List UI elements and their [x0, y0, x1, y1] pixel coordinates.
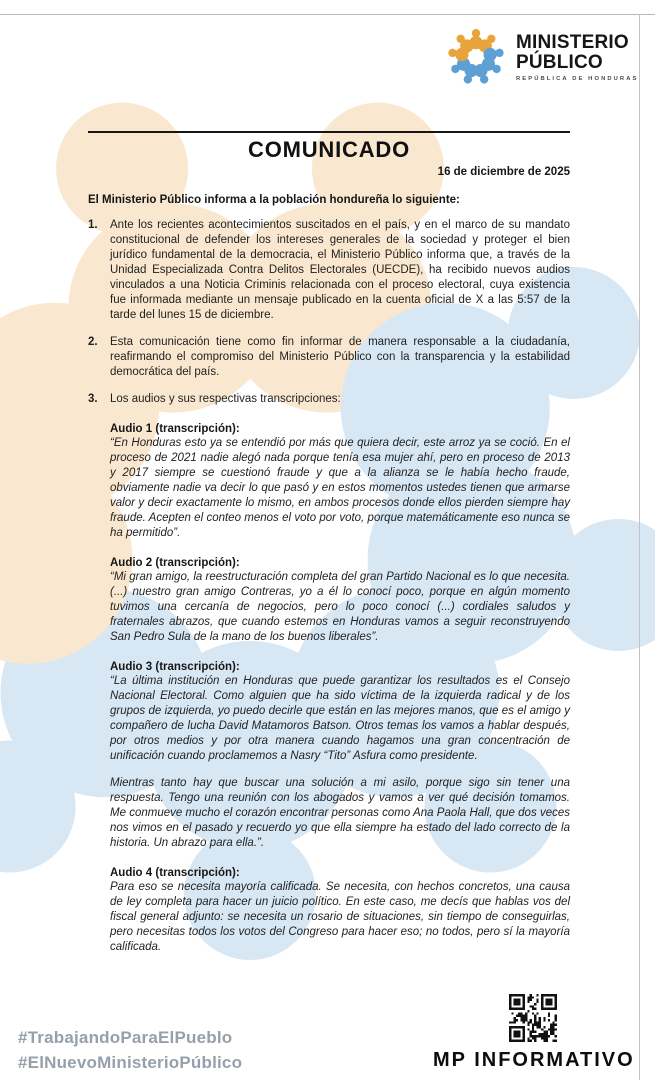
audio-section: [110, 423, 570, 541]
list-item: [88, 392, 570, 407]
audio-heading: Audio 2 (transcripción):: [110, 557, 240, 569]
audio-heading: Audio 3 (transcripción):: [110, 661, 240, 673]
item-text: Los audios y sus respectivas transcripciones:: [110, 393, 341, 405]
audio-transcript: Para eso se necesita mayoría calificada. Se necesita, con hechos concretos, una causa de ley completa para hacer un juicio político. En este caso, me decís que hablas vos del fiscal general adjunto: se necesita un rosario de situaciones, sin tiempo de conseguirlas, pero necesitas todos los votos del Congreso para hacer eso; no todos, pero sí la mayoría calificada.: [110, 881, 570, 953]
item-text: Ante los recientes acontecimientos suscitados en el país, y en el marco de su mandato constitucional de defender los intereses generales de la sociedad y proteger el bien jurídico fundamental de la democracia, el Ministerio Público informa que, a través de la Unidad Especializada Contra Delitos Electorales (UECDE), ha recibido nuevos audios vinculados a una Noticia Criminis relacionada con el proceso electoral, cuya existencia fue informada mediante un mensaje publicado en la cuenta oficial de X a las 5:57 de la tarde del lunes 15 de diciembre.: [110, 219, 570, 321]
title-rule: [88, 131, 570, 133]
audio-section: [110, 867, 570, 955]
logo-title-line1: MINISTERIO: [516, 31, 629, 53]
qr-code-icon: [509, 994, 557, 1042]
audio-transcript: “La última institución en Honduras que puede garantizar los resultados es el Consejo Nacional Electoral. Como alguien que ha sido víctima de la izquierda radical y de los grupos de izquierda, yo puedo decirle que están en las mejores manos, que es el amigo y compañero de lucha David Matamoros Batson. Otros temas los vamos a hablar después, por otros medios y por otra manera cuando hagamos una gran concentración de unificación cuando proclamemos a Nasry “Tito” Asfura como presidente.: [110, 675, 570, 762]
right-border-line: [639, 14, 640, 1080]
item-number: 2.: [88, 336, 98, 348]
logo-subtitle: REPÚBLICA DE HONDURAS: [516, 75, 639, 82]
footer-brand-block: [433, 994, 633, 1072]
logo-title-line2: PÚBLICO: [516, 51, 603, 73]
item-number: 3.: [88, 393, 98, 405]
audio-transcript: “Mi gran amigo, la reestructuración completa del gran Partido Nacional es lo que necesita. (...) nuestro gran amigo Contreras, yo a él lo conocí poco, porque en algún momento tuvimos una cercanía de negocios, pero lo poco conocí (...) cordiales saludos y fraternales abrazos, que cuando estemos en Honduras vamos a seguir reconstruyendo San Pedro Sula de la mano de los buenos liberales”.: [110, 571, 570, 643]
document-date: 16 de diciembre de 2025: [437, 166, 570, 178]
audio-transcriptions: [110, 423, 570, 955]
hashtag: #ElNuevoMinisterioPúblico: [18, 1053, 243, 1072]
document-title: COMUNICADO: [248, 137, 410, 162]
item-text: Esta comunicación tiene como fin informar de manera responsable a la ciudadanía, reafirmando el compromiso del Ministerio Público con la transparencia y la estabilidad democrática del país.: [110, 336, 570, 378]
footer-hashtags: [18, 1025, 242, 1075]
audio-transcript: Mientras tanto hay que buscar una solución a mi asilo, porque sigo sin tener una respuesta. Tengo una reunión con los abogados y vamos a ver qué decisión tomamos. Me conmueve mucho el corazón encontrar personas como Ana Paola Hall, que dos veces nos vimos en el pasado y recuerdo yo que ella siempre ha estado del lado correcto de la historia. Un abrazo para ella.”.: [110, 777, 570, 849]
item-number: 1.: [88, 219, 98, 231]
list-item: [88, 218, 570, 323]
audio-section: [110, 557, 570, 645]
mp-informativo-brand: MP INFORMATIVO: [433, 1049, 635, 1071]
document-intro: El Ministerio Público informa a la población hondureña lo siguiente:: [88, 194, 460, 206]
hashtag: #TrabajandoParaElPueblo: [18, 1028, 233, 1047]
document-body: [88, 0, 570, 955]
audio-section: [110, 661, 570, 851]
list-item: [88, 335, 570, 380]
audio-transcript: “En Honduras esto ya se entendió por más que quiera decir, este arroz ya se coció. En el proceso de 2021 nadie alegó nada porque tenía esa mujer ahí, pero en proceso de 2013 y 2017 siempre se cuestionó fraude y que a la alianza se le había hecho fraude, obviamente nadie va decir lo que pasó y en estos momentos ustedes tienen que armarse valor y decir exactamente lo mismo, en ambos procesos donde ellos pierden siempre hay fraude. Acepten el conteo menos el voto por voto, porque matemáticamente eso nunca se ha permitido”.: [110, 437, 570, 539]
audio-heading: Audio 1 (transcripción):: [110, 423, 240, 435]
audio-heading: Audio 4 (transcripción):: [110, 867, 240, 879]
